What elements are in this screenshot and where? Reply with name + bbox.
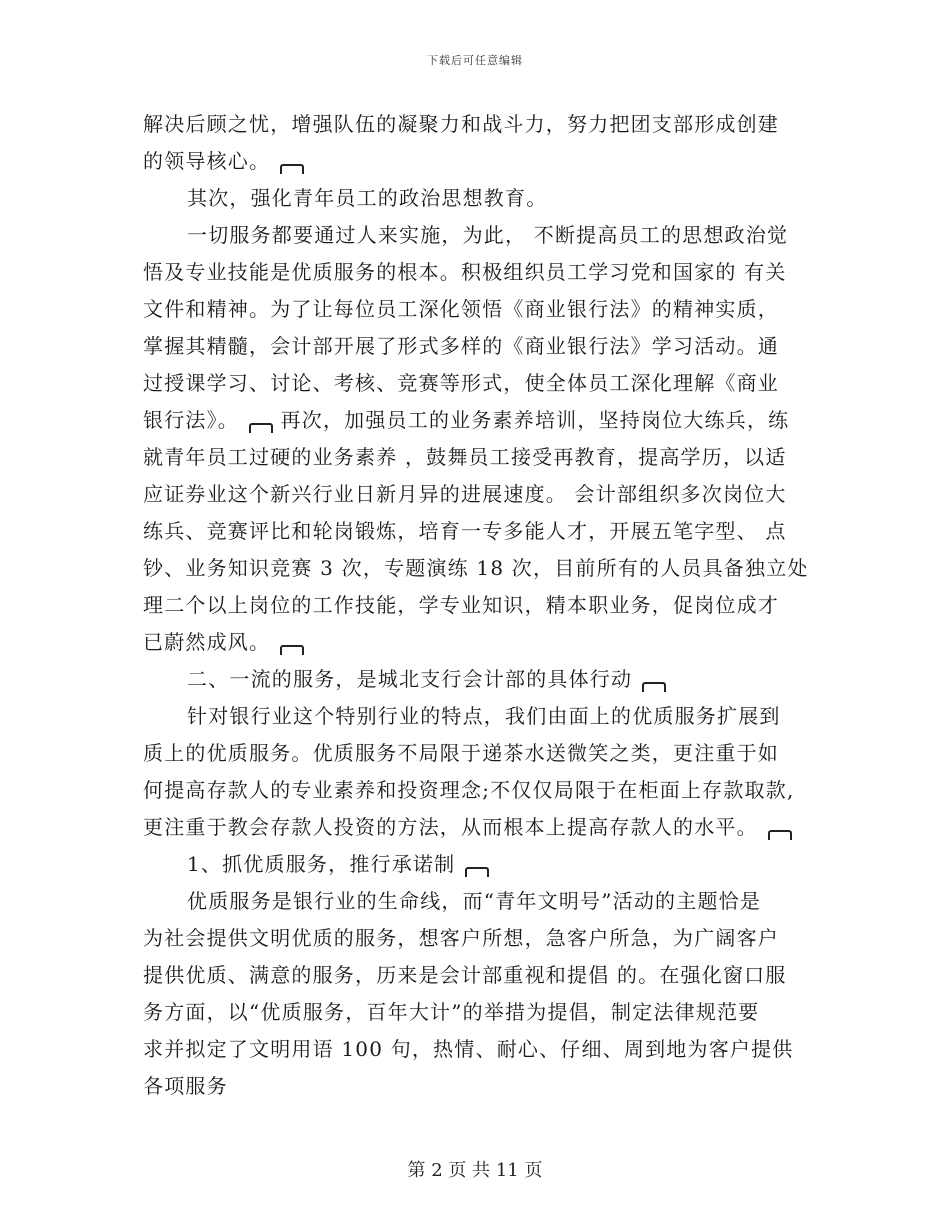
paragraph-mark-icon <box>249 423 273 433</box>
text-line: 的领导核心。 <box>143 143 823 180</box>
document-body <box>143 106 823 1105</box>
text-line: 更注重于教会存款人投资的方法，从而根本上提高存款人的水平。 <box>143 809 823 846</box>
text-line: 应证券业这个新兴行业日新月异的进展速度。 会计部组织多次岗位大 <box>143 482 787 506</box>
text-line: 文件和精神。为了让每位员工深化领悟《商业银行法》的精神实质， <box>143 297 779 321</box>
section-heading: 1、抓优质服务，推行承诺制 <box>143 846 823 883</box>
text-line: 悟及专业技能是优质服务的根本。积极组织员工学习党和国家的 有关 <box>143 260 787 284</box>
paragraph-mark-icon <box>465 867 489 877</box>
text-line: 质上的优质服务。优质服务不局限于递茶水送微笑之类，更注重于如 <box>143 741 779 765</box>
text-line: 理二个以上岗位的工作技能，学专业知识，精本职业务，促岗位成才 <box>143 593 779 617</box>
text-line: 优质服务是银行业的生命线，而“青年文明号”活动的主题恰是 <box>187 889 762 913</box>
paragraph-mark-icon <box>280 645 304 655</box>
text-line: 提供优质、满意的服务，历来是会计部重视和提倡 的。在强化窗口服 <box>143 963 787 987</box>
text-line: 就青年员工过硬的业务素养 ，鼓舞员工接受再教育，提高学历，以适 <box>143 445 787 469</box>
text-line: 各项服务 <box>143 1074 228 1098</box>
text-line: 练兵、竞赛评比和轮岗锻炼，培育一专多能人才，开展五笔字型、 点 <box>143 519 787 543</box>
text-line: 一切服务都要通过人来实施，为此， 不断提高员工的思想政治觉 <box>187 223 789 247</box>
page-header: 下载后可任意编辑 <box>427 54 523 67</box>
paragraph-mark-icon <box>642 682 666 692</box>
text-line: 已蔚然成风。 <box>143 624 823 661</box>
text-line: 何提高存款人的专业素养和投资理念;不仅仅局限于在柜面上存款取款, <box>143 778 795 802</box>
paragraph-mark-icon <box>280 164 304 174</box>
page-footer: 第 2 页 共 11 页 <box>407 1160 543 1181</box>
text-line: 其次，强化青年员工的政治思想教育。 <box>187 186 548 210</box>
text-line: 掌握其精髓，会计部开展了形式多样的《商业银行法》学习活动。通 <box>143 334 779 358</box>
text-line: 解决后顾之忧，增强队伍的凝聚力和战斗力，努力把团支部形成创建 <box>143 112 779 136</box>
text-line: 求并拟定了文明用语 100 句，热情、耐心、仔细、周到地为客户提供 <box>143 1037 794 1061</box>
text-line: 针对银行业这个特别行业的特点，我们由面上的优质服务扩展到 <box>187 704 781 728</box>
text-line: 务方面，以“优质服务，百年大计”的举措为提倡，制定法律规范要 <box>143 1000 760 1024</box>
text-line: 银行法》。 再次，加强员工的业务素养培训，坚持岗位大练兵，练 <box>143 408 790 432</box>
text-line: 钞、业务知识竞赛 3 次，专题演练 18 次，目前所有的人员具备独立处 <box>143 556 809 580</box>
paragraph-mark-icon <box>768 830 792 840</box>
text-line: 过授课学习、讨论、考核、竞赛等形式，使全体员工深化理解《商业 <box>143 371 779 395</box>
section-heading: 二、一流的服务，是城北支行会计部的具体行动 <box>143 661 823 698</box>
text-line: 为社会提供文明优质的服务，想客户所想，急客户所急，为广阔客户 <box>143 926 779 950</box>
